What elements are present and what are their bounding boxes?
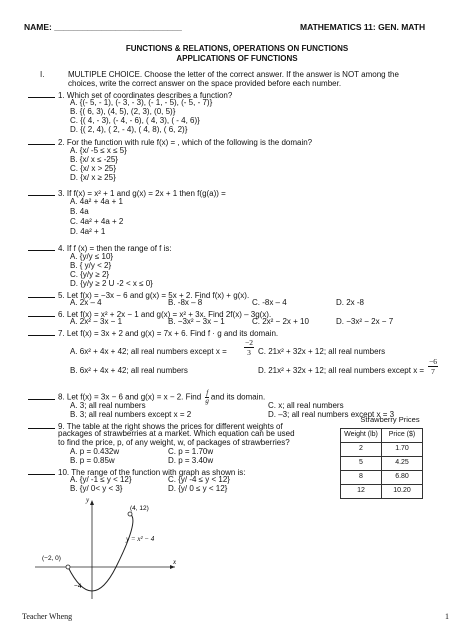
option: A. 3; all real numbers xyxy=(70,401,146,410)
option: A. 2x – 4 xyxy=(70,298,102,307)
option: C. {x/ x > 25} xyxy=(70,164,117,173)
y-label: y xyxy=(86,496,90,504)
option: D. {y/ 0 ≤ y < 12} xyxy=(168,484,228,493)
option: C. {y/y ≥ 2} xyxy=(70,270,110,279)
point-label: (−2, 0) xyxy=(42,555,61,562)
section-numeral: I. xyxy=(40,70,45,79)
table-row: 2 1.70 xyxy=(341,443,423,457)
instructions-line2: choices, write the correct answer on the space provided before each number. xyxy=(68,79,342,88)
table-header: Price ($) xyxy=(382,429,423,443)
table-title: Strawberry Prices xyxy=(360,415,420,424)
option: C. {y/ -4 ≤ y < 12} xyxy=(168,475,230,484)
question-9: 9. The table at the right shows the prices for different weights of xyxy=(28,420,448,432)
open-point xyxy=(66,565,70,569)
option: B. { y/y < 2} xyxy=(70,261,112,270)
answer-blank[interactable] xyxy=(28,308,55,317)
option: D. {x/ x ≥ 25} xyxy=(70,173,116,182)
option: D. −3x² − 2x − 7 xyxy=(336,317,394,326)
page-subtitle: APPLICATIONS OF FUNCTIONS xyxy=(176,54,298,63)
option: B. 4a xyxy=(70,207,89,216)
answer-blank[interactable] xyxy=(28,289,55,298)
question-3: 3. If f(x) = x² + 1 and g(x) = 2x + 1 then f(g(a)) = xyxy=(28,187,448,199)
option: D. –3; all real numbers except x = 3 xyxy=(268,410,395,419)
option: C. 4a² + 4a + 2 xyxy=(70,217,124,226)
option: D. {y/y ≥ 2 U -2 < x ≤ 0} xyxy=(70,279,153,288)
table-row: 5 4.25 xyxy=(341,457,423,471)
option: C. p = 1.70w xyxy=(168,447,214,456)
option: D. 4a² + 1 xyxy=(70,227,106,236)
parabola-graph xyxy=(30,494,180,604)
answer-blank[interactable] xyxy=(28,420,55,429)
answer-blank[interactable] xyxy=(28,242,55,251)
option: A. {y/ -1 ≤ y < 12} xyxy=(70,475,132,484)
option: D. 21x² + 32x + 12; all real numbers except x = xyxy=(258,366,425,375)
question-2: 2. For the function with rule f(x) = , which of the following is the domain? xyxy=(28,136,448,148)
option: A. 6x² + 4x + 42; all real numbers except x = xyxy=(70,347,227,356)
option: A. {(- 5, - 1), (- 3, - 3), (- 1, - 5), (- 5, - 7)} xyxy=(70,98,213,107)
option: A. 4a² + 4a + 1 xyxy=(70,197,123,206)
question-9-line3: to find the price, p, of any weight, w, of packages of strawberries? xyxy=(58,438,290,447)
answer-blank[interactable] xyxy=(28,187,55,196)
option: D. 2x -8 xyxy=(336,298,365,307)
option: B. p = 0.85w xyxy=(70,456,115,465)
option: B. −3x² − 3x − 1 xyxy=(168,317,225,326)
page-title: FUNCTIONS & RELATIONS, OPERATIONS ON FUNCTIONS xyxy=(125,44,349,53)
parabola-curve xyxy=(68,514,133,591)
question-8: 8. Let f(x) = 3x − 6 and g(x) = x − 2. Find $\frac{f}{g}$ and its domain. xyxy=(28,390,448,405)
option: B. 3; all real numbers except x = 2 xyxy=(70,410,192,419)
y-axis-arrow xyxy=(90,500,94,505)
question-5: 5. Let f(x) = −3x − 6 and g(x) = 5x + 2. Find f(x) + g(x). xyxy=(28,289,448,301)
option: C. -8x – 4 xyxy=(252,298,287,307)
vertex-label: −4 xyxy=(74,583,82,590)
option: B. {x/ x ≤ -25} xyxy=(70,155,118,164)
footer-teacher: Teacher Wheng xyxy=(22,612,73,621)
option: C. 2x² − 2x + 10 xyxy=(252,317,309,326)
option: C. {( 4, - 3), (- 4, - 6), ( 4, 3), ( - 4, 6)} xyxy=(70,116,200,125)
option: B. {( 6, 3), (4, 5), (2, 3), (0, 5)} xyxy=(70,107,176,116)
option: C. 21x² + 32x + 12; all real numbers xyxy=(258,347,386,356)
answer-blank[interactable] xyxy=(28,327,55,336)
x-label: x xyxy=(173,558,177,566)
question-6: 6. Let f(x) = x² + 2x − 1 and g(x) = x² + 3x. Find 2f(x) – 3g(x). xyxy=(28,308,448,320)
option: B. 6x² + 4x + 42; all real numbers xyxy=(70,366,188,375)
question-10: 10. The range of the function with graph as shown is: xyxy=(28,466,448,478)
answer-blank[interactable] xyxy=(28,466,55,475)
open-point xyxy=(128,512,132,516)
equation-label: y = x² − 4 xyxy=(126,535,155,543)
option: C. x; all real numbers xyxy=(268,401,344,410)
option: B. -8x – 8 xyxy=(168,298,203,307)
question-9-line2: packages of strawberries at a market. Which equation can be used xyxy=(58,429,295,438)
answer-blank[interactable] xyxy=(28,89,55,98)
option: B. {y/ 0< y < 3} xyxy=(70,484,123,493)
instructions-line1: MULTIPLE CHOICE. Choose the letter of the correct answer. If the answer is NOT among the xyxy=(68,70,399,79)
option: A. {y/y ≤ 10} xyxy=(70,252,114,261)
fraction-d: −6 7 xyxy=(429,357,437,377)
question-1: 1. Which set of coordinates describes a function? xyxy=(28,89,448,101)
answer-blank[interactable] xyxy=(28,391,55,400)
answer-blank[interactable] xyxy=(28,136,55,145)
point-label: (4, 12) xyxy=(130,505,149,512)
option: A. 2x² − 3x − 1 xyxy=(70,317,123,326)
subject-label: MATHEMATICS 11: GEN. MATH xyxy=(300,22,426,32)
fraction-a: −2 3 xyxy=(245,338,253,358)
table-row: 8 6.80 xyxy=(341,471,423,485)
page-number: 1 xyxy=(445,612,449,621)
question-7: 7. Let f(x) = 3x + 2 and g(x) = 7x + 6. Find f · g and its domain. xyxy=(28,327,448,339)
option: A. {x/ -5 ≤ x ≤ 5} xyxy=(70,146,127,155)
option: D. {( 2, 4), ( 2, - 4), ( 4, 8), ( 6, 2)} xyxy=(70,125,188,134)
table-row: 12 10.20 xyxy=(341,485,423,499)
strawberry-table xyxy=(340,428,423,499)
option: A. p = 0.432w xyxy=(70,447,120,456)
option: D. p = 3.40w xyxy=(168,456,214,465)
name-field-label: NAME: ___________________________ xyxy=(24,22,182,32)
question-4: 4. If f (x) = then the range of f is: xyxy=(28,242,448,254)
table-header: Weight (lb) xyxy=(341,429,382,443)
